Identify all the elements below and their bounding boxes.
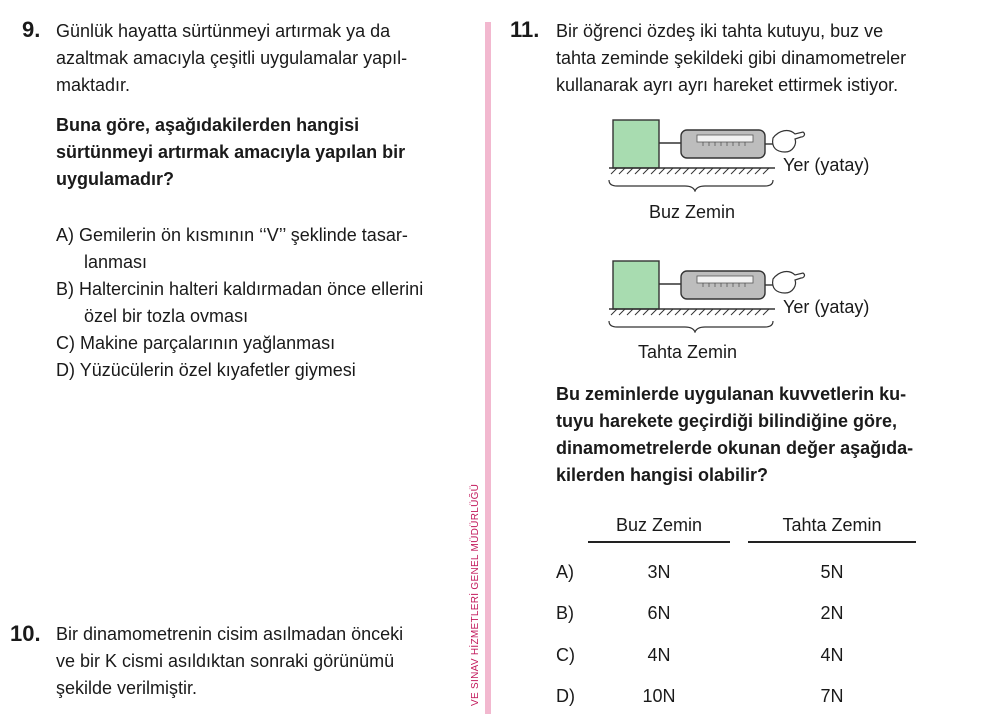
dynamometer-scale: [697, 135, 753, 142]
option-d[interactable]: D) Yüzücülerin özel kıyafetler giymesi: [56, 360, 356, 380]
box-dynamometer-diagram: [605, 253, 905, 333]
dynamometer-body: [681, 271, 765, 299]
column-header-tahta: Tahta Zemin: [782, 515, 882, 535]
header-underline: [748, 541, 916, 543]
box-dynamometer-diagram: [605, 112, 905, 192]
column-divider: [485, 22, 491, 714]
hand-icon: [773, 131, 805, 152]
brace: [609, 180, 773, 191]
option-a[interactable]: A) Gemilerin ön kısmının ‘‘V’’ şeklinde tasar-: [56, 225, 408, 245]
header-underline: [588, 541, 730, 543]
question-stem: Bir dinamometrenin cisim asılmadan önceki ve bir K cismi asıldıktan sonraki görünümü şekilde verilmiştir.: [56, 624, 404, 698]
question-prompt: Bu zeminlerde uygulanan kuvvetlerin ku- tuyu harekete geçirdiği bilindiğine göre, dinamometrelerde okunan değer aşağıda- kilerden hangisi olabilir?: [556, 384, 914, 485]
option-b[interactable]: B) Haltercinin halteri kaldırmadan önce ellerini: [56, 279, 424, 299]
option-c[interactable]: C) Makine parçalarının yağlanması: [56, 333, 336, 353]
surface-label: Buz Zemin: [649, 202, 736, 222]
figure-tahta-zemin: [605, 253, 905, 368]
brace: [609, 321, 773, 332]
question-stem: Günlük hayatta sürtünmeyi artırmak ya da azaltmak amacıyla çeşitli uygulamalar yapıl- maktadır.: [56, 21, 408, 95]
figure-buz-zemin: [605, 112, 905, 227]
ground-label: Yer (yatay): [783, 297, 870, 317]
surface-label: Tahta Zemin: [638, 342, 738, 362]
wooden-box: [613, 120, 659, 168]
question-number: 11.: [510, 17, 540, 42]
sidebar-text: VE SINAV HİZMETLERİ GENEL MÜDÜRLÜĞÜ: [470, 483, 481, 706]
dynamometer-body: [681, 130, 765, 158]
ground-label: Yer (yatay): [783, 155, 870, 175]
options-list: A) Gemilerin ön kısmının ‘‘V’’ şeklinde tasar- lanması B) Haltercinin halteri kaldırmadan önce ellerini özel bir tozla ovması C) Makine parçalarının yağlanması D) Yüzücülerin özel kıyafetler giymesi: [56, 222, 423, 384]
hand-icon: [773, 272, 805, 293]
question-stem: Bir öğrenci özdeş iki tahta kutuyu, buz ve tahta zeminde şekildeki gibi dinamometreler kullanarak ayrı ayrı hareket ettirmek istiyor.: [556, 21, 907, 95]
wooden-box: [613, 261, 659, 309]
dynamometer-scale: [697, 276, 753, 283]
column-header-buz: Buz Zemin: [615, 515, 703, 535]
question-number: 10.: [10, 621, 41, 646]
question-prompt: Buna göre, aşağıdakilerden hangisi sürtünmeyi artırmak amacıyla yapılan bir uygulamadır?: [56, 115, 406, 189]
question-number: 9.: [22, 17, 41, 42]
